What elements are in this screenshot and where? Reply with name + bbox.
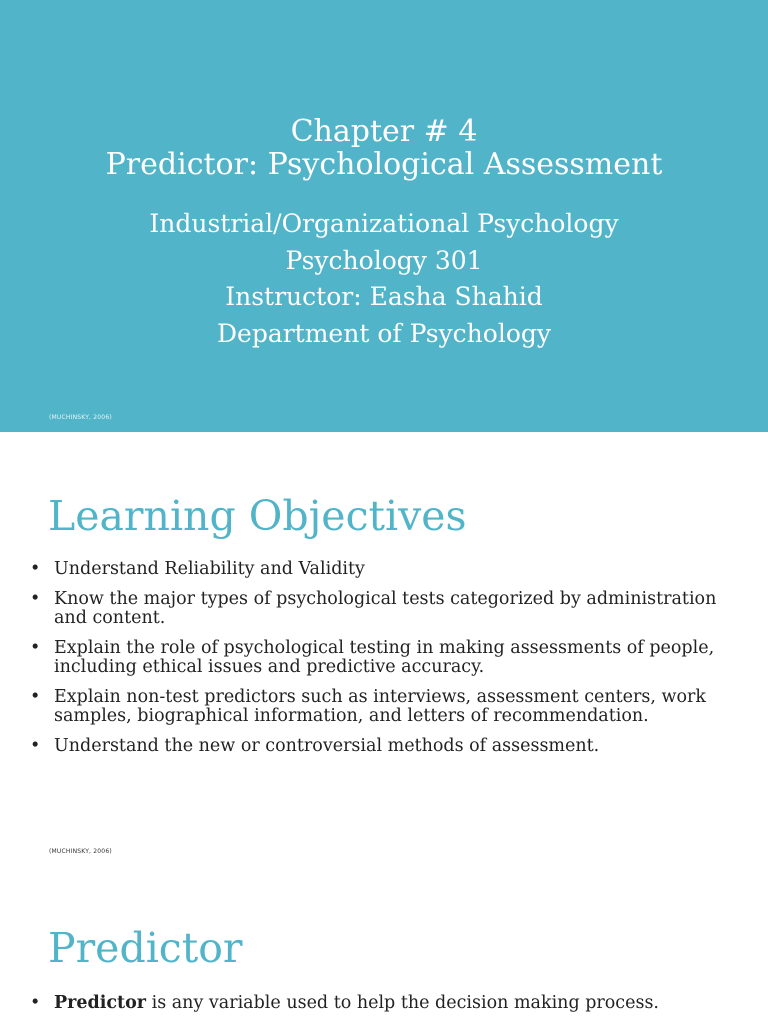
slide-heading: Predictor [48,924,243,972]
list-item: • Explain the role of psychological testing in making assessments of people, including ethical issues and predictive accuracy. [30,637,715,677]
list-item-text: Explain non-test predictors such as interviews, assessment centers, work samples, biographical information, and letters of recommendation. [54,686,706,726]
citation: (MUCHINSKY, 2006) [49,414,112,421]
list-item-text: Understand Reliability and Validity [54,559,365,579]
definition: is any variable used to help the decision making process. [146,993,659,1013]
list-item: • Understand Reliability and Validity [30,559,365,579]
list-item-text: Explain the role of psychological testing in making assessments of people, including ethical issues and predictive accuracy. [54,637,715,677]
term: Predictor [54,993,147,1013]
department: Department of Psychology [216,318,552,348]
slide-heading: Learning Objectives [48,492,467,540]
chapter-subject: Predictor: Psychological Assessment [105,147,663,182]
list-item: • Explain non-test predictors such as interviews, assessment centers, work samples, biographical information, and letters of recommendation. [30,686,706,726]
title-slide [0,0,768,432]
predictor-slide [0,896,768,1024]
list-item-text: Understand the new or controversial methods of assessment. [54,735,600,756]
title-slide-subtitle [0,206,768,352]
objectives-slide [0,432,768,864]
course-name: Industrial/Organizational Psychology [149,209,619,238]
list-item: • Understand the new or controversial methods of assessment. [30,735,600,756]
chapter-title: Chapter # 4 [290,114,478,149]
list-item: • Know the major types of psychological tests categorized by administration and content. [30,588,717,628]
citation: (MUCHINSKY, 2006) [49,848,112,855]
instructor: Instructor: Easha Shahid [225,282,543,311]
list-item: • Predictor is any variable used to help the decision making process. [30,993,659,1013]
objectives-list [30,560,734,766]
course-code: Psychology 301 [285,245,483,275]
list-item-text: Know the major types of psychological tests categorized by administration and content. [54,588,717,628]
title-slide-heading [0,115,768,181]
